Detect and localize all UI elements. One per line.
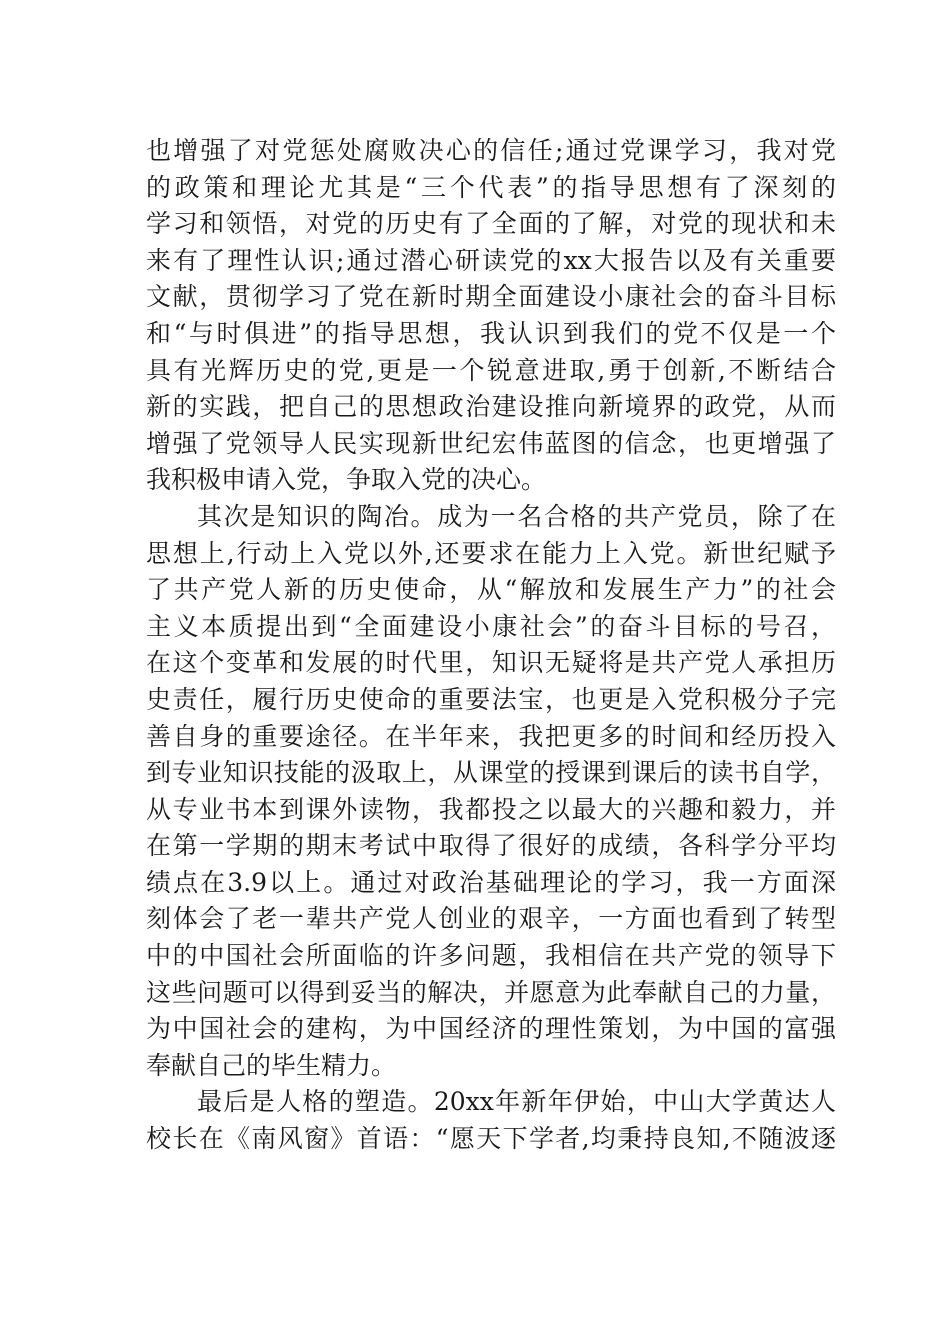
paragraph-2-line-4: 主义本质提出到“全面建设小康社会”的奋斗目标的号召，: [146, 611, 836, 641]
paragraph-2-line-7: 善自身的重要途径。在半年来，我把更多的时间和经历投入: [146, 721, 836, 751]
paragraph-1-line-3: 学习和领悟，对党的历史有了全面的了解，对党的现状和未: [146, 209, 836, 239]
paragraph-2-line-2: 思想上,行动上入党以外,还要求在能力上入党。新世纪赋予: [146, 538, 836, 568]
paragraph-1-line-8: 新的实践，把自己的思想政治建设推向新境界的政党，从而: [146, 392, 836, 422]
paragraph-1-line-1: 也增强了对党惩处腐败决心的信任;通过党课学习，我对党: [146, 136, 836, 165]
paragraph-2-line-1: 其次是知识的陶冶。成为一名合格的共产党员，除了在: [197, 501, 836, 531]
paragraph-2-line-15: 为中国社会的建构，为中国经济的理性策划，为中国的富强: [146, 1014, 836, 1044]
paragraph-1-line-6: 和“与时俱进”的指导思想，我认识到我们的党不仅是一个: [146, 318, 836, 348]
paragraph-2-line-9: 从专业书本到课外读物，我都投之以最大的兴趣和毅力，并: [146, 794, 836, 824]
paragraph-1-line-5: 文献，贯彻学习了党在新时期全面建设小康社会的奋斗目标: [146, 282, 836, 312]
paragraph-1-line-7: 具有光辉历史的党,更是一个锐意进取,勇于创新,不断结合: [146, 355, 836, 385]
document-body: [146, 133, 836, 1158]
paragraph-2-line-16: 奉献自己的毕生精力。: [146, 1050, 397, 1080]
paragraph-3-line-1: 最后是人格的塑造。20xx年新年伊始，中山大学黄达人: [197, 1087, 836, 1117]
paragraph-1-line-9: 增强了党领导人民实现新世纪宏伟蓝图的信念，也更增强了: [146, 428, 836, 458]
paragraph-2-line-8: 到专业知识技能的汲取上，从课堂的授课到课后的读书自学，: [146, 758, 836, 788]
paragraph-1-line-4: 来有了理性认识;通过潜心研读党的xx大报告以及有关重要: [146, 245, 836, 275]
paragraph-2-line-3: 了共产党人新的历史使命，从“解放和发展生产力”的社会: [146, 575, 836, 605]
paragraph-2-line-5: 在这个变革和发展的时代里，知识无疑将是共产党人承担历: [146, 648, 836, 678]
paragraph-2-line-10: 在第一学期的期末考试中取得了很好的成绩，各科学分平均: [146, 831, 836, 861]
paragraph-2-line-11: 绩点在3.9以上。通过对政治基础理论的学习，我一方面深: [146, 867, 836, 897]
paragraph-2-line-12: 刻体会了老一辈共产党人创业的艰辛，一方面也看到了转型: [146, 904, 836, 934]
paragraph-2-line-13: 中的中国社会所面临的许多问题，我相信在共产党的领导下: [146, 941, 836, 971]
paragraph-2-line-14: 这些问题可以得到妥当的解决，并愿意为此奉献自己的力量，: [146, 977, 836, 1007]
paragraph-3-line-2: 校长在《南风窗》首语：“愿天下学者,均秉持良知,不随波逐: [146, 1124, 836, 1154]
paragraph-1-line-10: 我积极申请入党，争取入党的决心。: [146, 465, 547, 495]
paragraph-2-line-6: 史责任，履行历史使命的重要法宝，也更是入党积极分子完: [146, 684, 836, 714]
paragraph-1-line-2: 的政策和理论尤其是“三个代表”的指导思想有了深刻的: [146, 172, 836, 202]
